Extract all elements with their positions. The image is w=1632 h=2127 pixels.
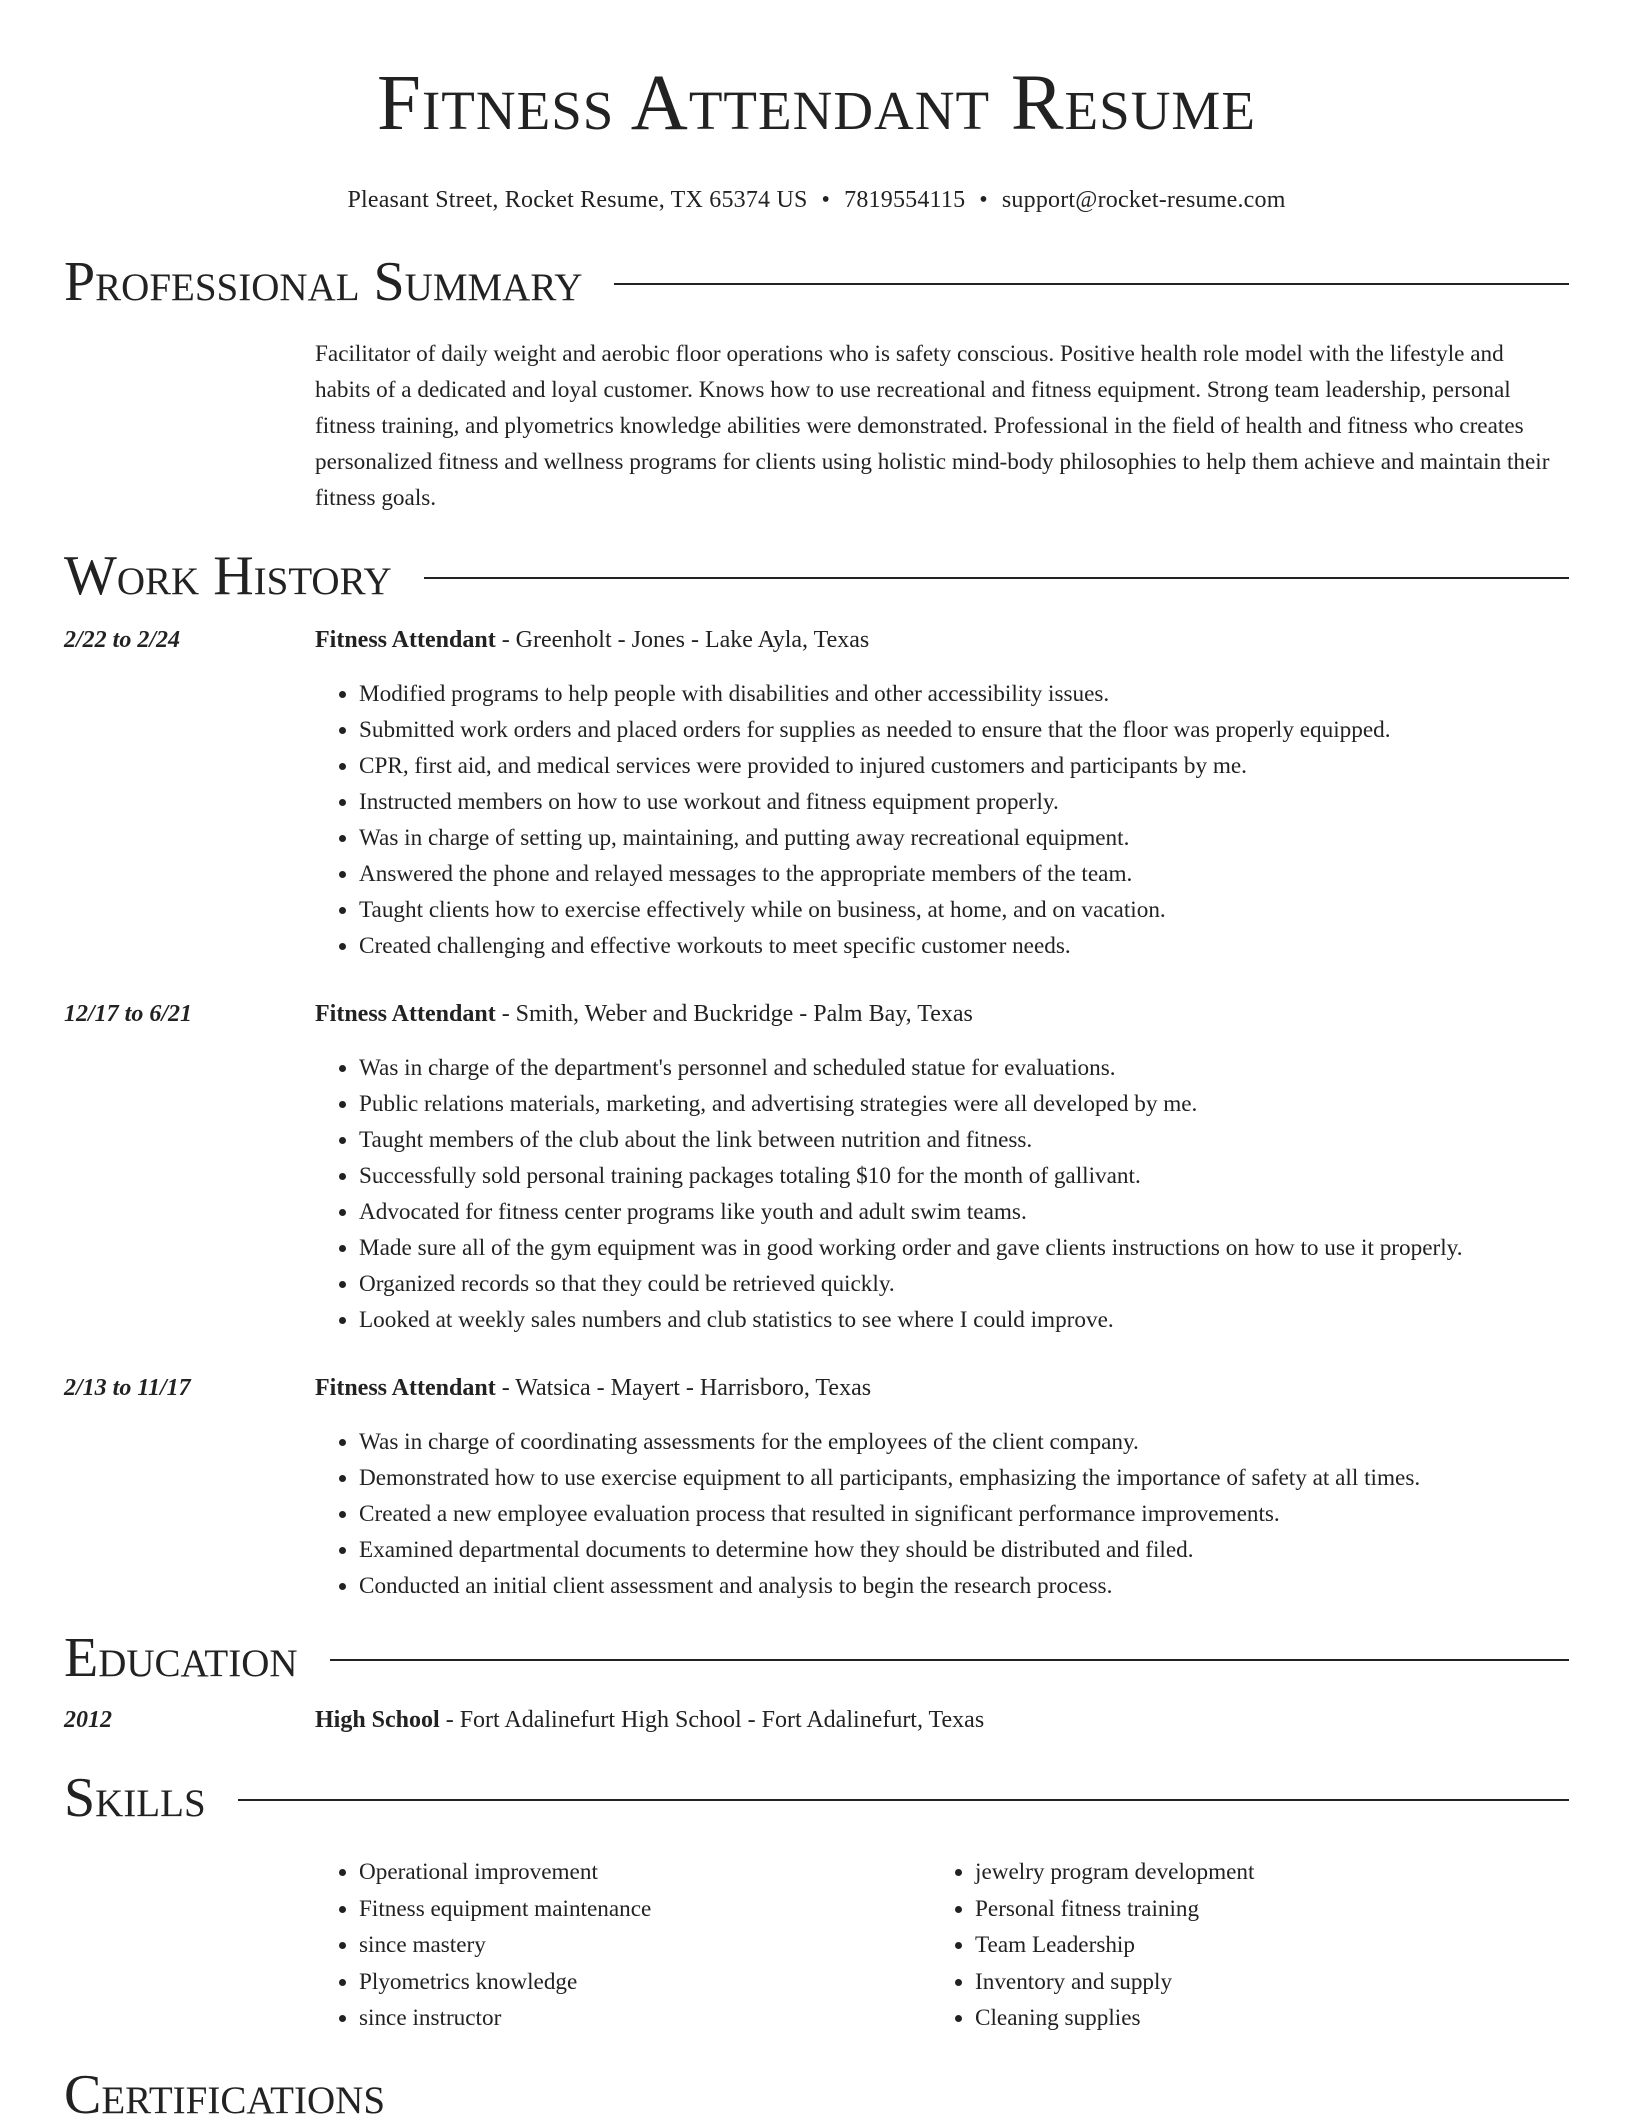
list-item: • Was in charge of coordinating assessments for the employees of the client company. xyxy=(359,1424,1569,1460)
education-year: 2012 xyxy=(64,1707,112,1733)
skills-grid xyxy=(315,1854,1569,2037)
list-item: • Created a new employee evaluation process that resulted in significant performance improvements. xyxy=(359,1496,1569,1532)
work-entry-2 xyxy=(64,998,1569,1338)
job-bullets xyxy=(315,676,1569,964)
work-entry-3 xyxy=(64,1372,1569,1604)
work-dates: 2/13 to 11/17 xyxy=(64,1375,191,1401)
contact-separator: • xyxy=(979,187,988,213)
job-employer: - Watsica - Mayert - Harrisboro, Texas xyxy=(495,1375,872,1401)
list-item: • Submitted work orders and placed orders for supplies as needed to ensure that the floor was properly equipped. xyxy=(359,712,1569,748)
list-item: • Public relations materials, marketing, and advertising strategies were all developed by me. xyxy=(359,1086,1569,1122)
list-item: • Examined departmental documents to determine how they should be distributed and filed. xyxy=(359,1532,1569,1568)
section-divider xyxy=(330,1659,1569,1661)
list-item: • Was in charge of the department's personnel and scheduled statue for evaluations. xyxy=(359,1050,1569,1086)
education-degree: High School xyxy=(315,1707,440,1733)
list-item: • since instructor xyxy=(359,2000,931,2037)
list-item: • Was in charge of setting up, maintaining, and putting away recreational equipment. xyxy=(359,820,1569,856)
list-item: • Demonstrated how to use exercise equipment to all participants, emphasizing the importance of safety at all times. xyxy=(359,1460,1569,1496)
job-title: Fitness Attendant xyxy=(315,1001,496,1027)
work-dates: 2/22 to 2/24 xyxy=(64,627,181,653)
list-item: • Inventory and supply xyxy=(975,1964,1547,2001)
certifications-section-header xyxy=(64,2063,1569,2127)
work-heading: Work History xyxy=(64,545,392,607)
skills-heading: Skills xyxy=(64,1767,206,1829)
list-item: • jewelry program development xyxy=(975,1854,1547,1891)
resume-title: Fitness Attendant Resume xyxy=(377,60,1256,147)
skills-list-left xyxy=(315,1854,931,2037)
contact-phone: 7819554115 xyxy=(844,187,966,213)
list-item: • Fitness equipment maintenance xyxy=(359,1891,931,1928)
section-divider xyxy=(424,577,1569,579)
education-school: - Fort Adalinefurt High School - Fort Adalinefurt, Texas xyxy=(439,1707,985,1733)
job-bullets xyxy=(315,1424,1569,1604)
job-employer: - Smith, Weber and Buckridge - Palm Bay, Texas xyxy=(495,1001,973,1027)
education-heading: Education xyxy=(64,1627,298,1689)
contact-email: support@rocket-resume.com xyxy=(1001,187,1286,213)
list-item: • Taught members of the club about the link between nutrition and fitness. xyxy=(359,1122,1569,1158)
certifications-heading: Certifications xyxy=(64,2063,386,2126)
job-title: Fitness Attendant xyxy=(315,1375,496,1401)
list-item: • Looked at weekly sales numbers and club statistics to see where I could improve. xyxy=(359,1302,1569,1338)
list-item: • Taught clients how to exercise effectively while on business, at home, and on vacation. xyxy=(359,892,1569,928)
list-item: • Conducted an initial client assessment and analysis to begin the research process. xyxy=(359,1568,1569,1604)
list-item: • Advocated for fitness center programs like youth and adult swim teams. xyxy=(359,1194,1569,1230)
work-section-header xyxy=(64,544,1569,608)
work-entry-1 xyxy=(64,624,1569,964)
list-item: • since mastery xyxy=(359,1927,931,1964)
list-item: • Instructed members on how to use workout and fitness equipment properly. xyxy=(359,784,1569,820)
summary-heading: Professional Summary xyxy=(64,251,583,313)
skills-list-right xyxy=(931,1854,1547,2037)
job-bullets xyxy=(315,1050,1569,1338)
list-item: • Team Leadership xyxy=(975,1927,1547,1964)
job-title: Fitness Attendant xyxy=(315,627,496,653)
list-item: • Operational improvement xyxy=(359,1854,931,1891)
list-item: • Personal fitness training xyxy=(975,1891,1547,1928)
work-dates: 12/17 to 6/21 xyxy=(64,1001,193,1027)
list-item: • Cleaning supplies xyxy=(975,2000,1547,2037)
summary-text: Facilitator of daily weight and aerobic floor operations who is safety conscious. Positive health role model with the lifestyle and habits of a dedicated and loyal customer. Knows how to use recreational and fitness equipment. Strong team leadership, personal fitness training, and plyometrics knowledge abilities were demonstrated. Professional in the field of health and fitness who creates personalized fitness and wellness programs for clients using holistic mind-body philosophies to help them achieve and maintain their fitness goals. xyxy=(315,341,1550,511)
list-item: • Successfully sold personal training packages totaling $10 for the month of gallivant. xyxy=(359,1158,1569,1194)
list-item: • Modified programs to help people with disabilities and other accessibility issues. xyxy=(359,676,1569,712)
job-employer: - Greenholt - Jones - Lake Ayla, Texas xyxy=(495,627,870,653)
list-item: • Organized records so that they could be retrieved quickly. xyxy=(359,1266,1569,1302)
list-item: • Answered the phone and relayed messages to the appropriate members of the team. xyxy=(359,856,1569,892)
education-section-header xyxy=(64,1626,1569,1690)
list-item: • CPR, first aid, and medical services were provided to injured customers and participants by me. xyxy=(359,748,1569,784)
education-entry xyxy=(64,1704,1569,1736)
section-divider xyxy=(238,1799,1569,1801)
skills-section-header xyxy=(64,1766,1569,1830)
list-item: • Plyometrics knowledge xyxy=(359,1964,931,2001)
section-divider xyxy=(614,283,1569,285)
contact-address: Pleasant Street, Rocket Resume, TX 65374 US xyxy=(347,187,808,213)
contact-line xyxy=(64,186,1569,214)
contact-separator: • xyxy=(821,187,831,213)
list-item: • Made sure all of the gym equipment was in good working order and gave clients instructions on how to use it properly. xyxy=(359,1230,1569,1266)
list-item: • Created challenging and effective workouts to meet specific customer needs. xyxy=(359,928,1569,964)
summary-section-header xyxy=(64,250,1569,314)
